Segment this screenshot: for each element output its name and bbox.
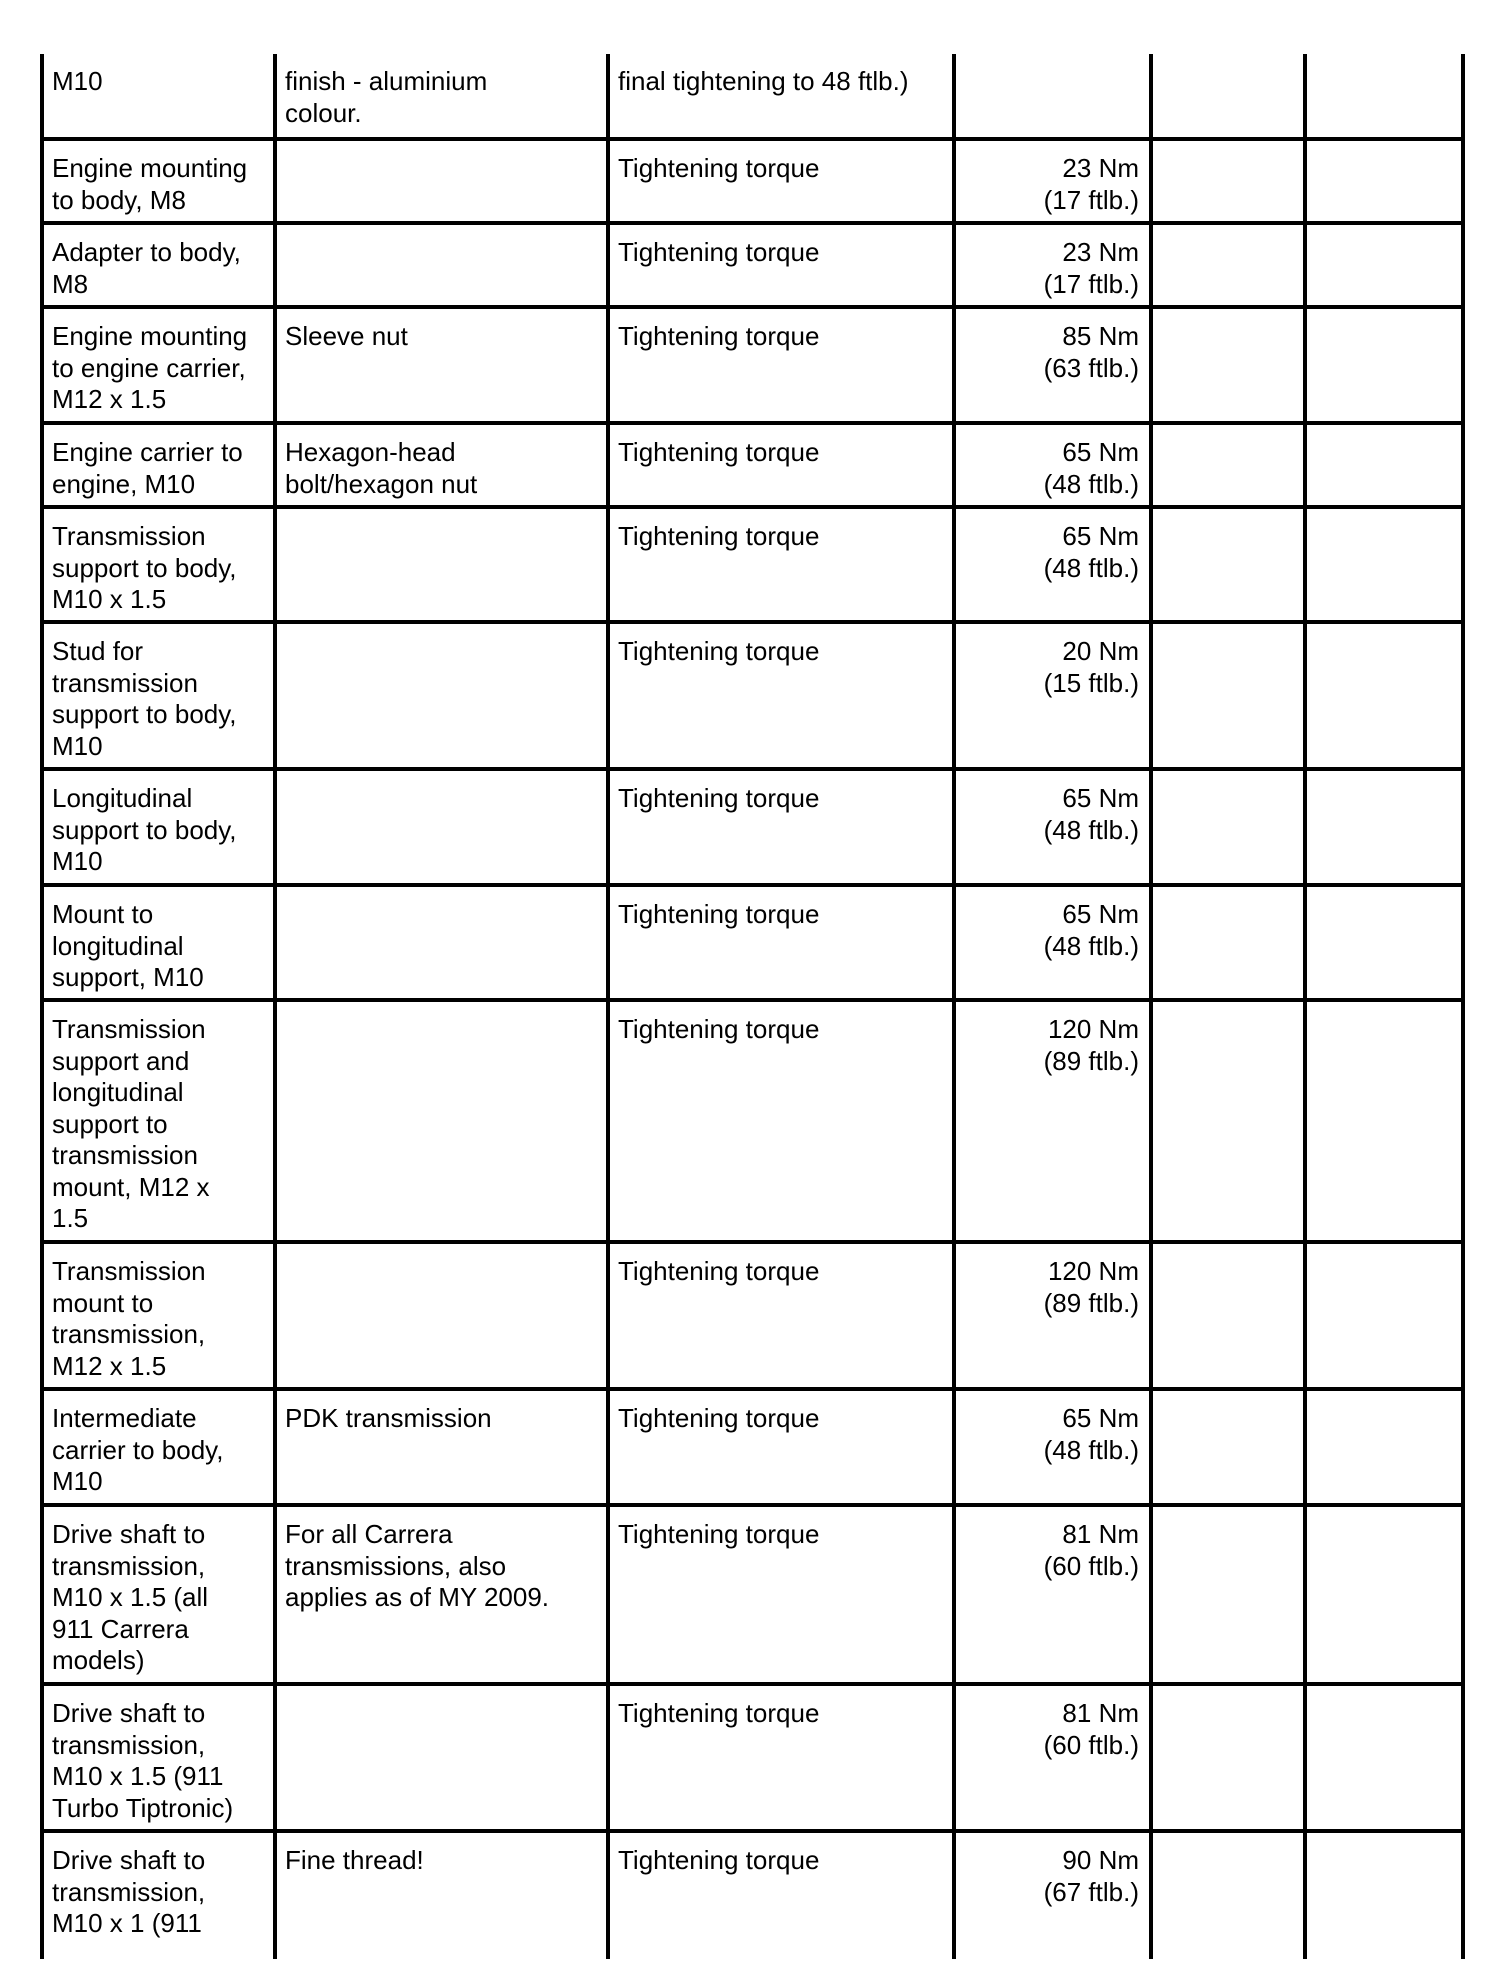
torque-type-cell: Tightening torque (608, 423, 954, 507)
empty-cell (1151, 307, 1305, 423)
component-cell: Engine mounting to body, M8 (42, 139, 275, 223)
remark-cell: finish - aluminium colour. (275, 54, 608, 139)
component-cell: Intermediate carrier to body, M10 (42, 1389, 275, 1505)
table-row (42, 1389, 1463, 1505)
table-row (42, 223, 1463, 307)
empty-cell (1151, 1389, 1305, 1505)
component-cell: Transmission support and longitudinal support to transmission mount, M12 x 1.5 (42, 1000, 275, 1242)
torque-value-cell: 120 Nm (89 ftlb.) (954, 1000, 1151, 1242)
table-row (42, 1000, 1463, 1242)
torque-value-cell: 65 Nm (48 ftlb.) (954, 769, 1151, 885)
table-row (42, 507, 1463, 622)
table-row (42, 1242, 1463, 1389)
empty-cell (1305, 1831, 1463, 1959)
empty-cell (1305, 1000, 1463, 1242)
empty-cell (1305, 622, 1463, 769)
torque-type-cell: Tightening torque (608, 1831, 954, 1959)
table-row (42, 139, 1463, 223)
torque-value-cell: 90 Nm (67 ftlb.) (954, 1831, 1151, 1959)
component-cell: Engine carrier to engine, M10 (42, 423, 275, 507)
empty-cell (1151, 54, 1305, 139)
empty-cell (1305, 1389, 1463, 1505)
table-row (42, 885, 1463, 1000)
empty-cell (1151, 423, 1305, 507)
remark-cell (275, 622, 608, 769)
empty-cell (1305, 507, 1463, 622)
torque-value-cell: 85 Nm (63 ftlb.) (954, 307, 1151, 423)
empty-cell (1151, 622, 1305, 769)
torque-value-cell: 81 Nm (60 ftlb.) (954, 1505, 1151, 1684)
torque-type-cell: Tightening torque (608, 507, 954, 622)
torque-type-cell: Tightening torque (608, 769, 954, 885)
remark-cell (275, 1000, 608, 1242)
empty-cell (1151, 507, 1305, 622)
component-cell: Drive shaft to transmission, M10 x 1.5 (all 911 Carrera models) (42, 1505, 275, 1684)
torque-type-cell: Tightening torque (608, 223, 954, 307)
component-cell: Drive shaft to transmission, M10 x 1.5 (911 Turbo Tiptronic) (42, 1684, 275, 1831)
remark-cell (275, 139, 608, 223)
component-cell: Engine mounting to engine carrier, M12 x 1.5 (42, 307, 275, 423)
torque-value-cell: 81 Nm (60 ftlb.) (954, 1684, 1151, 1831)
empty-cell (1151, 1505, 1305, 1684)
torque-value-cell: 20 Nm (15 ftlb.) (954, 622, 1151, 769)
empty-cell (1305, 885, 1463, 1000)
torque-type-cell: final tightening to 48 ftlb.) (608, 54, 954, 139)
remark-cell (275, 1242, 608, 1389)
torque-type-cell: Tightening torque (608, 1389, 954, 1505)
torque-value-cell: 23 Nm (17 ftlb.) (954, 223, 1151, 307)
table-row (42, 769, 1463, 885)
torque-type-cell: Tightening torque (608, 307, 954, 423)
remark-cell: Fine thread! (275, 1831, 608, 1959)
table-row (42, 1505, 1463, 1684)
table-row (42, 622, 1463, 769)
remark-cell (275, 223, 608, 307)
component-cell: M10 (42, 54, 275, 139)
empty-cell (1305, 139, 1463, 223)
table-row (42, 1684, 1463, 1831)
empty-cell (1151, 1242, 1305, 1389)
empty-cell (1305, 769, 1463, 885)
remark-cell (275, 769, 608, 885)
component-cell: Transmission support to body, M10 x 1.5 (42, 507, 275, 622)
remark-cell: Sleeve nut (275, 307, 608, 423)
empty-cell (1151, 223, 1305, 307)
empty-cell (1151, 885, 1305, 1000)
empty-cell (1151, 1684, 1305, 1831)
torque-value-cell: 65 Nm (48 ftlb.) (954, 423, 1151, 507)
empty-cell (1305, 223, 1463, 307)
torque-type-cell: Tightening torque (608, 622, 954, 769)
component-cell: Drive shaft to transmission, M10 x 1 (911 (42, 1831, 275, 1959)
torque-type-cell: Tightening torque (608, 1505, 954, 1684)
remark-cell (275, 885, 608, 1000)
empty-cell (1305, 1242, 1463, 1389)
empty-cell (1151, 769, 1305, 885)
torque-value-cell: 120 Nm (89 ftlb.) (954, 1242, 1151, 1389)
table-row (42, 307, 1463, 423)
remark-cell: Hexagon-head bolt/hexagon nut (275, 423, 608, 507)
torque-value-cell: 65 Nm (48 ftlb.) (954, 1389, 1151, 1505)
torque-type-cell: Tightening torque (608, 1242, 954, 1389)
torque-type-cell: Tightening torque (608, 1000, 954, 1242)
torque-value-cell: 65 Nm (48 ftlb.) (954, 507, 1151, 622)
component-cell: Stud for transmission support to body, M10 (42, 622, 275, 769)
empty-cell (1305, 54, 1463, 139)
torque-type-cell: Tightening torque (608, 139, 954, 223)
empty-cell (1305, 1505, 1463, 1684)
empty-cell (1151, 1000, 1305, 1242)
table-row (42, 423, 1463, 507)
empty-cell (1151, 1831, 1305, 1959)
component-cell: Transmission mount to transmission, M12 x 1.5 (42, 1242, 275, 1389)
empty-cell (1305, 307, 1463, 423)
component-cell: Adapter to body, M8 (42, 223, 275, 307)
component-cell: Mount to longitudinal support, M10 (42, 885, 275, 1000)
remark-cell (275, 507, 608, 622)
table-body (42, 54, 1463, 1959)
torque-value-cell (954, 54, 1151, 139)
remark-cell: For all Carrera transmissions, also applies as of MY 2009. (275, 1505, 608, 1684)
remark-cell: PDK transmission (275, 1389, 608, 1505)
torque-specification-table (40, 54, 1465, 1959)
torque-type-cell: Tightening torque (608, 1684, 954, 1831)
torque-value-cell: 23 Nm (17 ftlb.) (954, 139, 1151, 223)
table-row (42, 54, 1463, 139)
remark-cell (275, 1684, 608, 1831)
empty-cell (1305, 1684, 1463, 1831)
table-row (42, 1831, 1463, 1959)
torque-type-cell: Tightening torque (608, 885, 954, 1000)
torque-value-cell: 65 Nm (48 ftlb.) (954, 885, 1151, 1000)
empty-cell (1305, 423, 1463, 507)
empty-cell (1151, 139, 1305, 223)
component-cell: Longitudinal support to body, M10 (42, 769, 275, 885)
